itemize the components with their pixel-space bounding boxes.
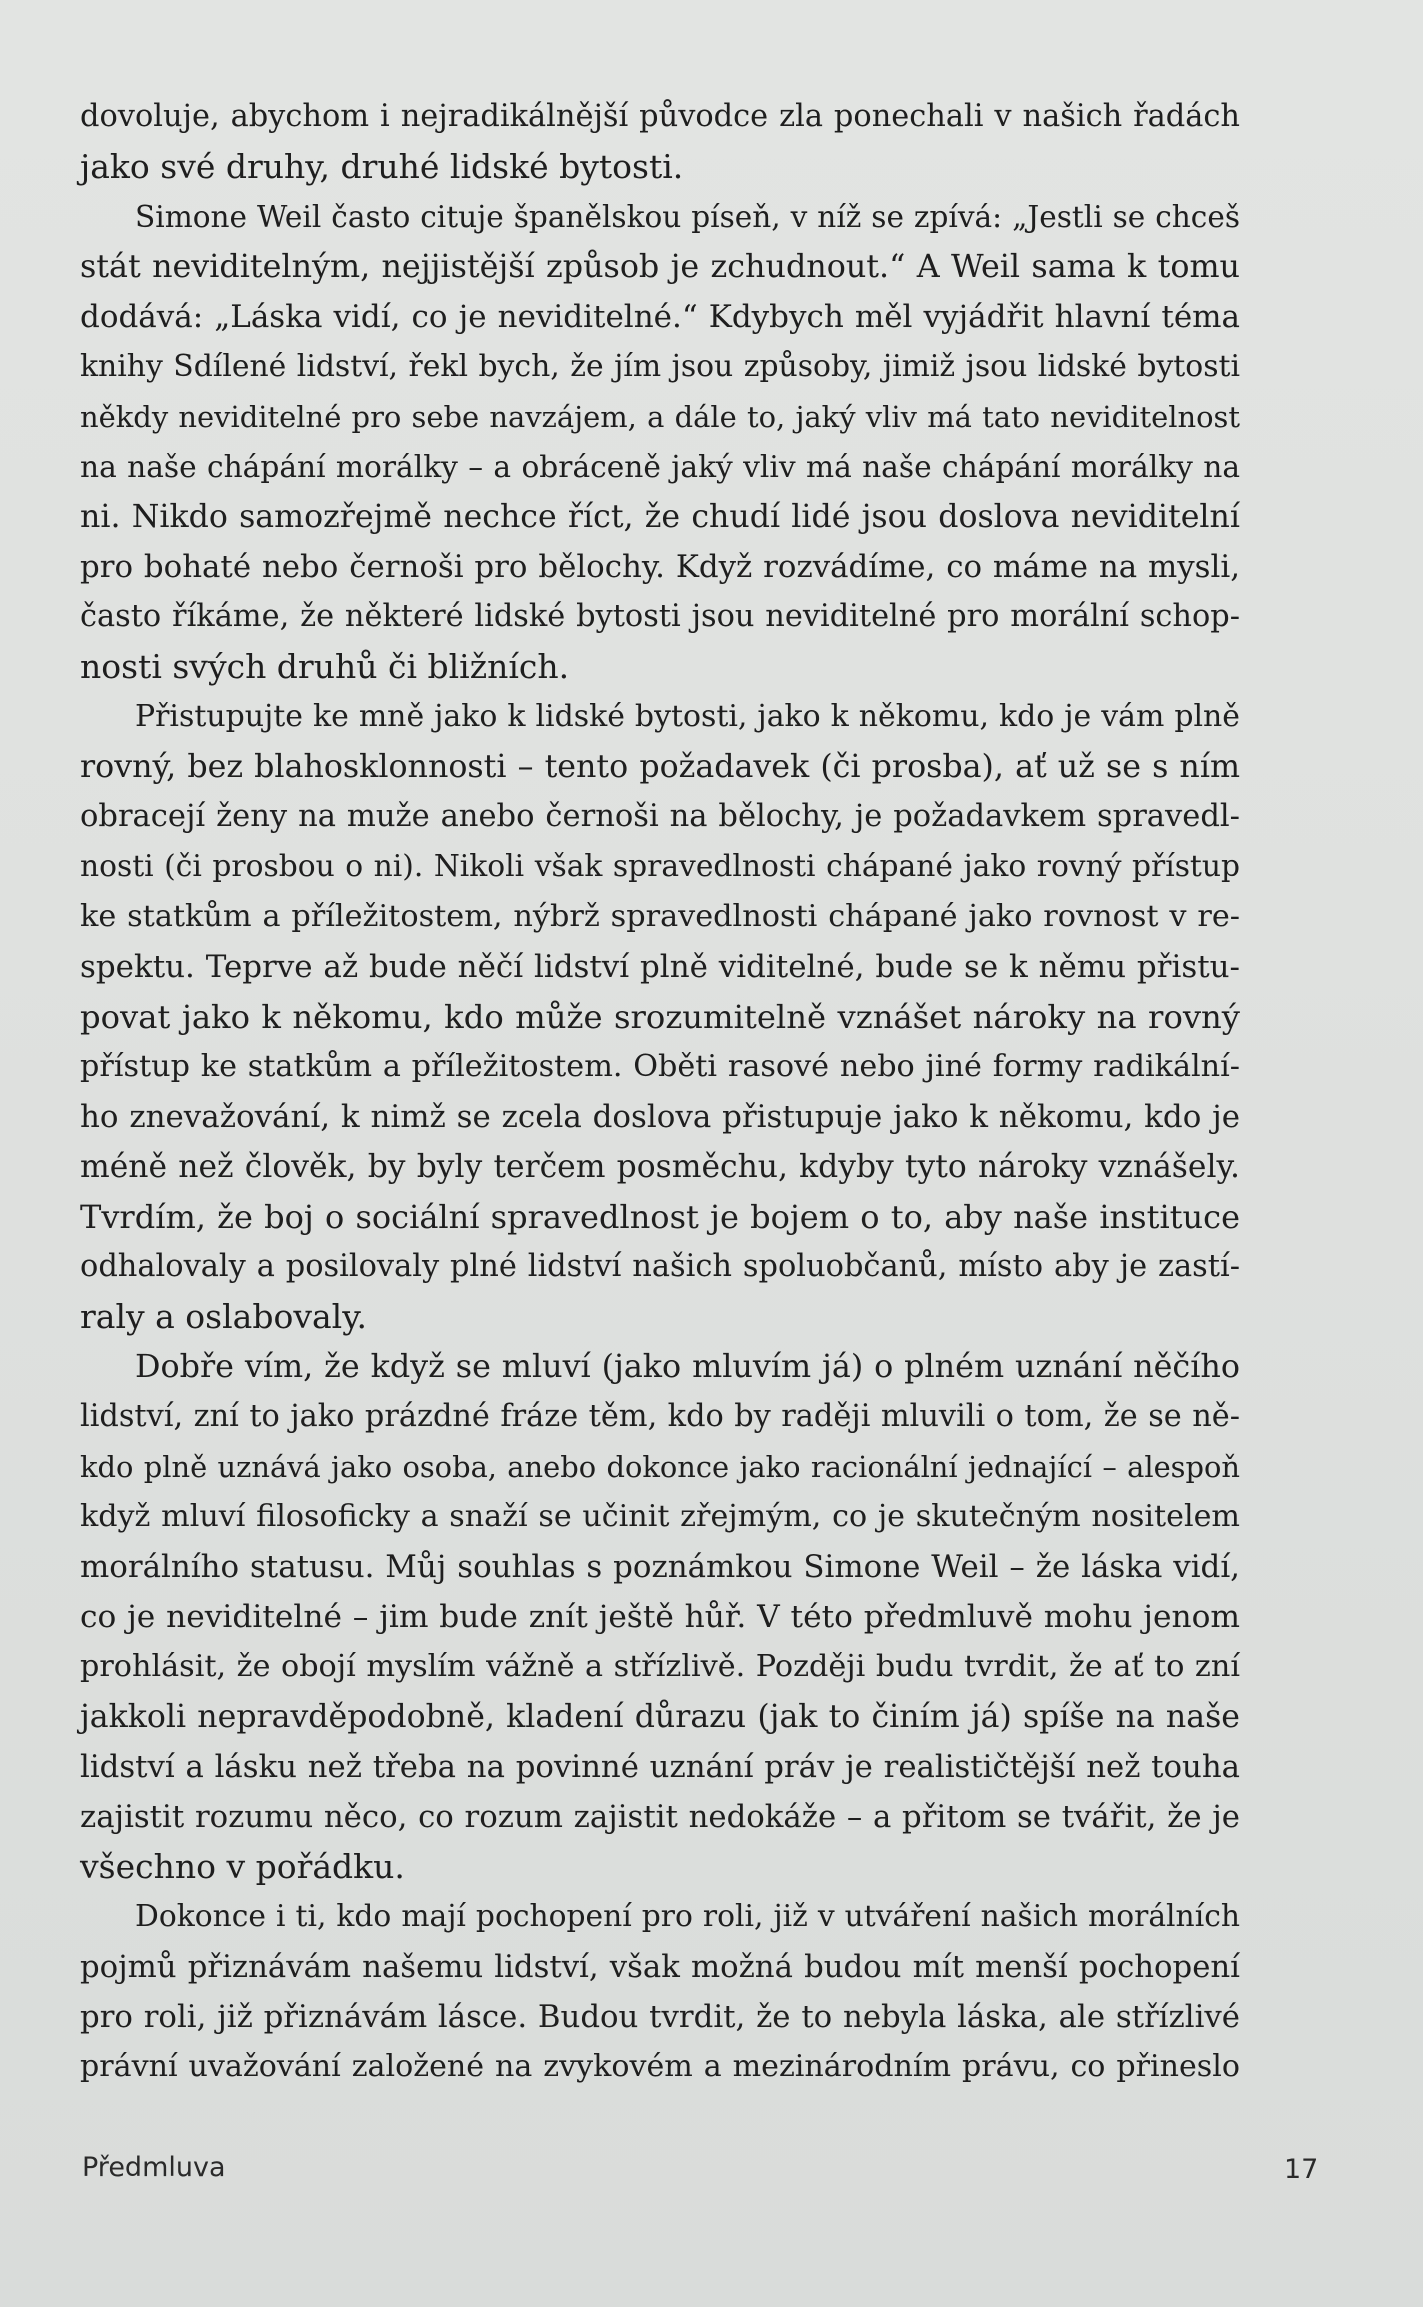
text-line: Dokonce i ti, kdo mají pochopení pro roli, již v utváření našich morálních: [135, 1899, 1240, 1934]
text-line: co je neviditelné – jim bude znít ještě hůř. V této předmluvě mohu jenom: [80, 1599, 1240, 1635]
text-line: stát neviditelným, nejjistější způsob je zchudnout.“ A Weil sama k tomu: [80, 249, 1240, 285]
text-line: Simone Weil často cituje španělskou píseň, v níž se zpívá: „Jestli se chceš: [135, 200, 1240, 234]
text-line: rovný, bez blahosklonnosti – tento požadavek (či prosba), ať už se s ním: [80, 749, 1240, 785]
text-line: nosti (či prosbou o ni). Nikoli však spravedlnosti chápané jako rovný přístup: [80, 849, 1240, 884]
text-line: pro roli, již přiznávám lásce. Budou tvrdit, že to nebyla láska, ale střízlivé: [80, 1999, 1240, 2035]
text-line: Přistupujte ke mně jako k lidské bytosti, jako k někomu, kdo je vám plně: [135, 699, 1240, 734]
page-number: 17: [1284, 2154, 1319, 2185]
text-line: spektu. Teprve až bude něčí lidství plně viditelné, bude se k němu přistu-: [80, 949, 1240, 985]
text-line: dodává: „Láska vidí, co je neviditelné.“ Kdybych měl vyjádřit hlavní téma: [80, 299, 1240, 335]
text-line: kdo plně uznává jako osoba, anebo dokonce jako racionální jednající – alespoň: [80, 1450, 1240, 1484]
running-footer-section: Předmluva: [82, 2152, 226, 2183]
text-line: ho znevažování, k nimž se zcela doslova přistupuje jako k někomu, kdo je: [80, 1099, 1240, 1135]
text-line: jakkoli nepravděpodobně, kladení důrazu (jak to činím já) spíše na naše: [80, 1699, 1240, 1735]
text-line: prohlásit, že obojí myslím vážně a střízlivě. Později budu tvrdit, že ať to zní: [80, 1649, 1240, 1684]
text-line: knihy Sdílené lidství, řekl bych, že jím jsou způsoby, jimiž jsou lidské bytosti: [80, 349, 1240, 384]
text-line: lidství a lásku než třeba na povinné uznání práv je realističtější než touha: [80, 1749, 1240, 1785]
text-line: Dobře vím, že když se mluví (jako mluvím já) o plném uznání něčího: [135, 1348, 1240, 1385]
text-line: nosti svých druhů či bližních.: [80, 647, 570, 686]
text-line: přístup ke statkům a příležitostem. Oběti rasové nebo jiné formy radikální-: [80, 1049, 1240, 1084]
text-line: ke statkům a příležitostem, nýbrž spravedlnosti chápané jako rovnost v re-: [80, 899, 1240, 934]
text-line: na naše chápání morálky – a obráceně jaký vliv má naše chápání morálky na: [80, 449, 1240, 484]
body-text: [80, 92, 1240, 2092]
text-line: často říkáme, že některé lidské bytosti jsou neviditelné pro morální schop-: [80, 599, 1240, 634]
text-line: všechno v pořádku.: [80, 1847, 405, 1886]
text-line: obracejí ženy na muže anebo černoši na bělochy, je požadavkem spravedl-: [80, 799, 1240, 834]
text-line: jako své druhy, druhé lidské bytosti.: [80, 147, 684, 186]
text-line: lidství, zní to jako prázdné fráze těm, kdo by raději mluvili o tom, že se ně-: [80, 1399, 1240, 1434]
text-line: dovoluje, abychom i nejradikálnější původce zla ponechali v našich řadách: [80, 99, 1240, 134]
text-line: pojmů přiznávám našemu lidství, však možná budou mít menší pochopení: [80, 1949, 1240, 1985]
text-line: méně než člověk, by byly terčem posměchu, kdyby tyto nároky vznášely.: [80, 1149, 1240, 1185]
text-line: právní uvažování založené na zvykovém a mezinárodním právu, co přineslo: [80, 2049, 1240, 2084]
text-line: zajistit rozumu něco, co rozum zajistit nedokáže – a přitom se tvářit, že je: [80, 1799, 1240, 1835]
text-line: Tvrdím, že boj o sociální spravedlnost je bojem o to, aby naše instituce: [80, 1198, 1240, 1236]
text-line: povat jako k někomu, kdo může srozumitelně vznášet nároky na rovný: [80, 998, 1240, 1036]
text-line: raly a oslabovaly.: [80, 1297, 367, 1336]
text-line: pro bohaté nebo černoši pro bělochy. Když rozvádíme, co máme na mysli,: [80, 549, 1240, 585]
text-line: někdy neviditelné pro sebe navzájem, a dále to, jaký vliv má tato neviditelnost: [80, 400, 1240, 434]
text-line: odhalovaly a posilovaly plné lidství našich spoluobčanů, místo aby je zastí-: [80, 1249, 1240, 1284]
text-line: ni. Nikdo samozřejmě nechce říct, že chudí lidé jsou doslova neviditelní: [80, 499, 1240, 535]
text-line: morálního statusu. Můj souhlas s poznámkou Simone Weil – že láska vidí,: [80, 1549, 1240, 1585]
text-line: když mluví filosoficky a snaží se učinit zřejmým, co je skutečným nositelem: [80, 1499, 1240, 1534]
